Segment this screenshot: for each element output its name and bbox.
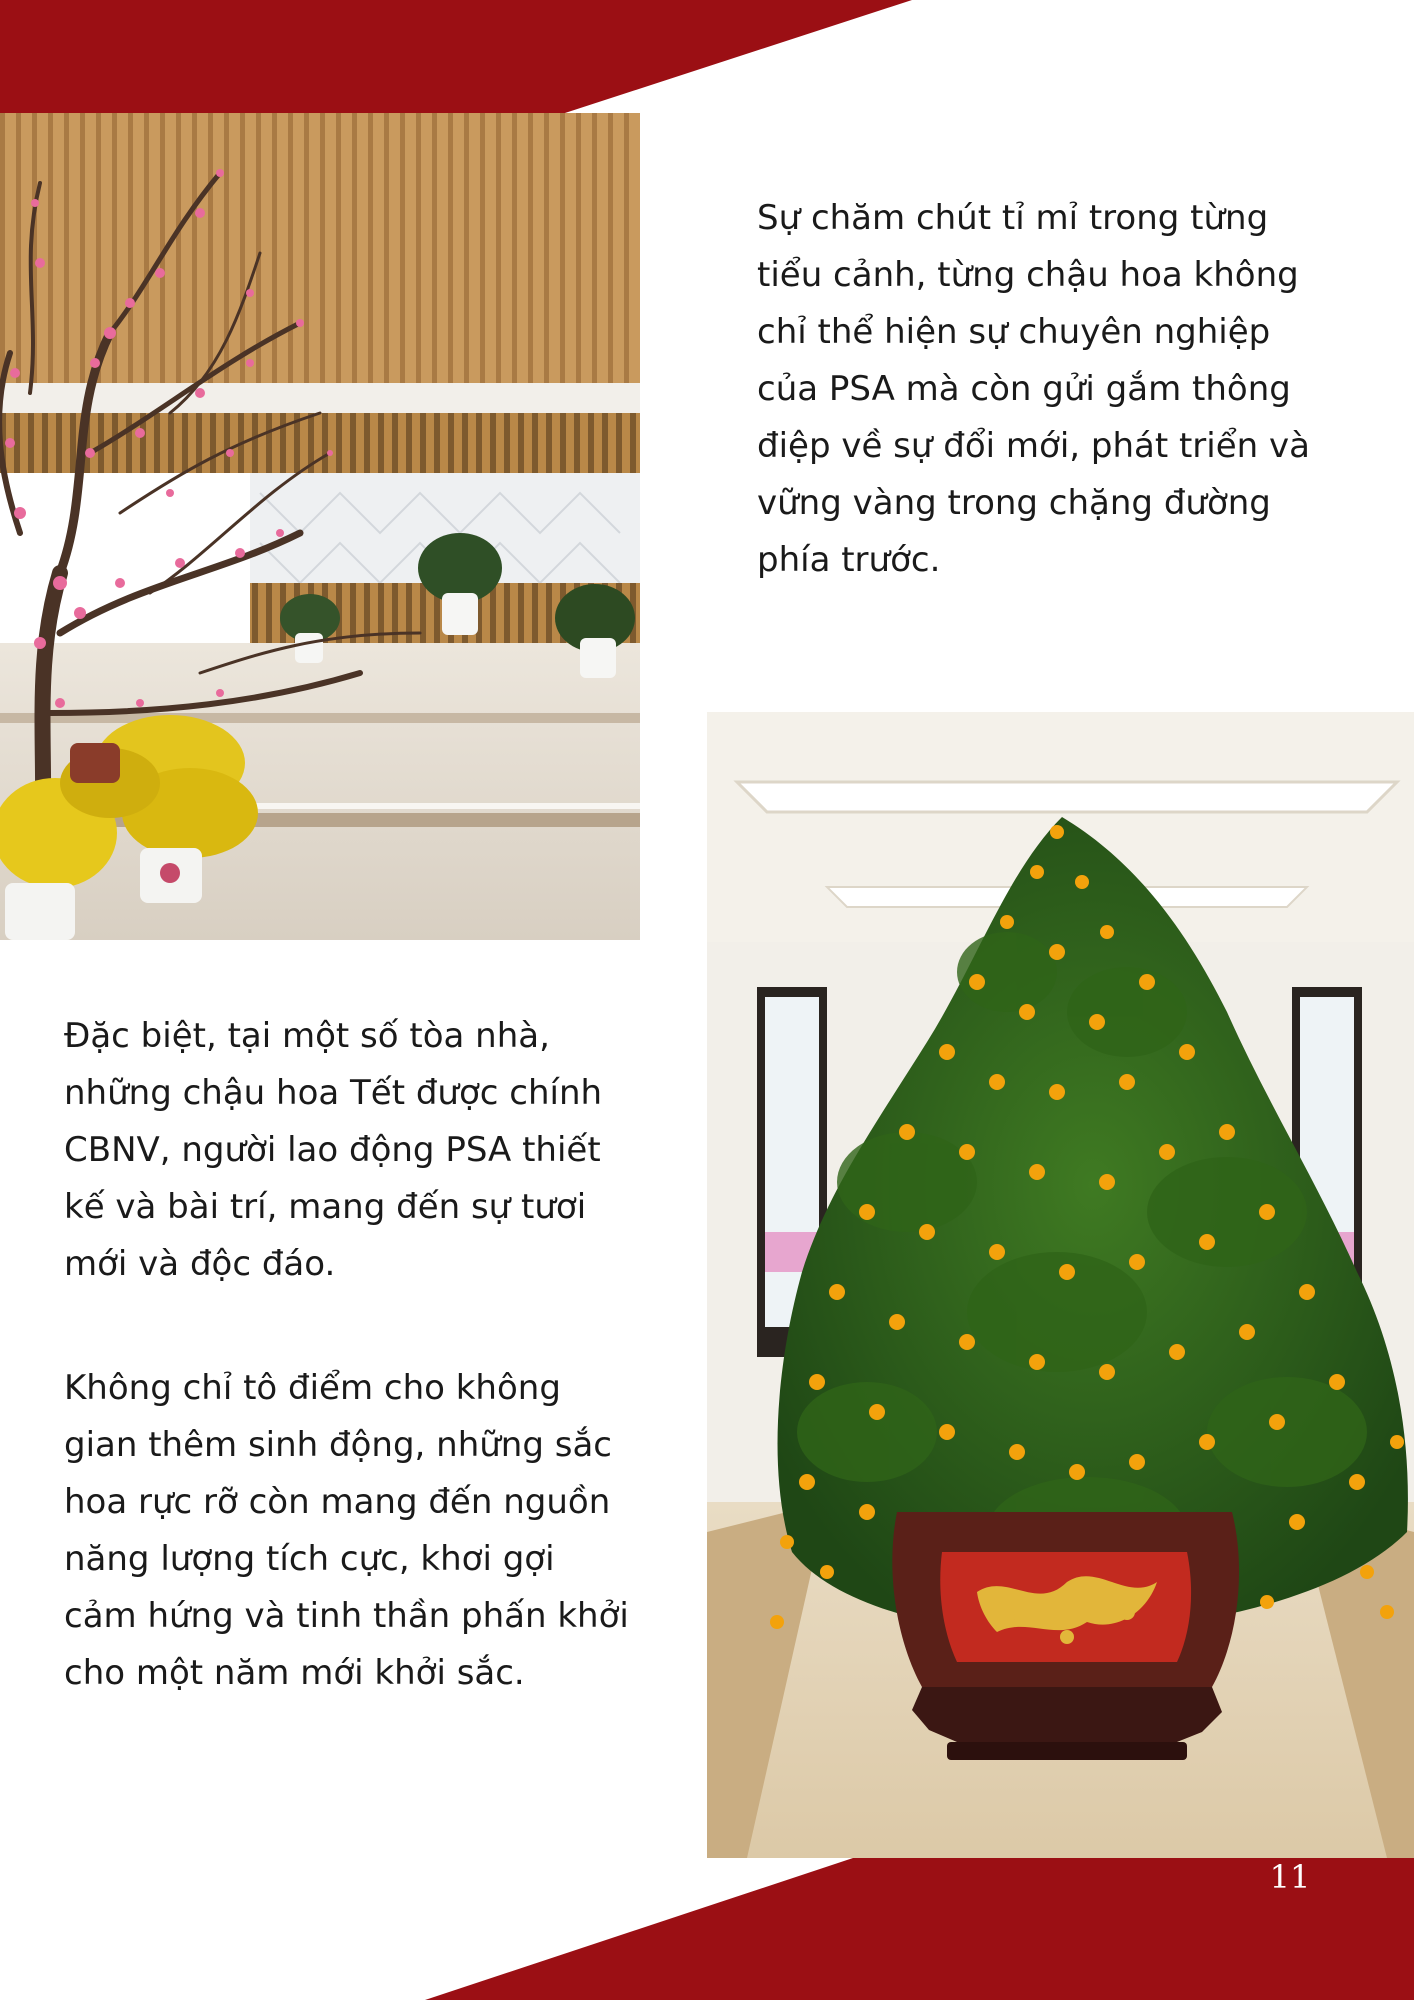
middle-left-paragraph: Đặc biệt, tại một số tòa nhà, những chậu hoa Tết được chính CBNV, người lao động PSA thiết kế và bài trí, mang đến sự tươi mới và độc đáo. (64, 1016, 603, 1284)
page-number: 11 (1269, 1858, 1311, 1896)
top-right-paragraph: Sự chăm chút tỉ mỉ trong từng tiểu cảnh, từng chậu hoa không chỉ thể hiện sự chuyên nghiệp của PSA mà còn gửi gắm thông điệp về sự đổi mới, phát triển và vững vàng trong chặng đường phía trước. (757, 198, 1310, 580)
bottom-red-banner (0, 1858, 1414, 2000)
bottom-left-paragraph: Không chỉ tô điểm cho không gian thêm sinh động, những sắc hoa rực rỡ còn mang đến nguồn năng lượng tích cực, khơi gợi cảm hứng và tinh thần phấn khởi cho một năm mới khởi sắc. (64, 1368, 629, 1693)
peach-blossom-lobby-photo (0, 113, 640, 940)
kumquat-tree-photo (707, 712, 1414, 1858)
top-red-banner (0, 0, 1414, 115)
